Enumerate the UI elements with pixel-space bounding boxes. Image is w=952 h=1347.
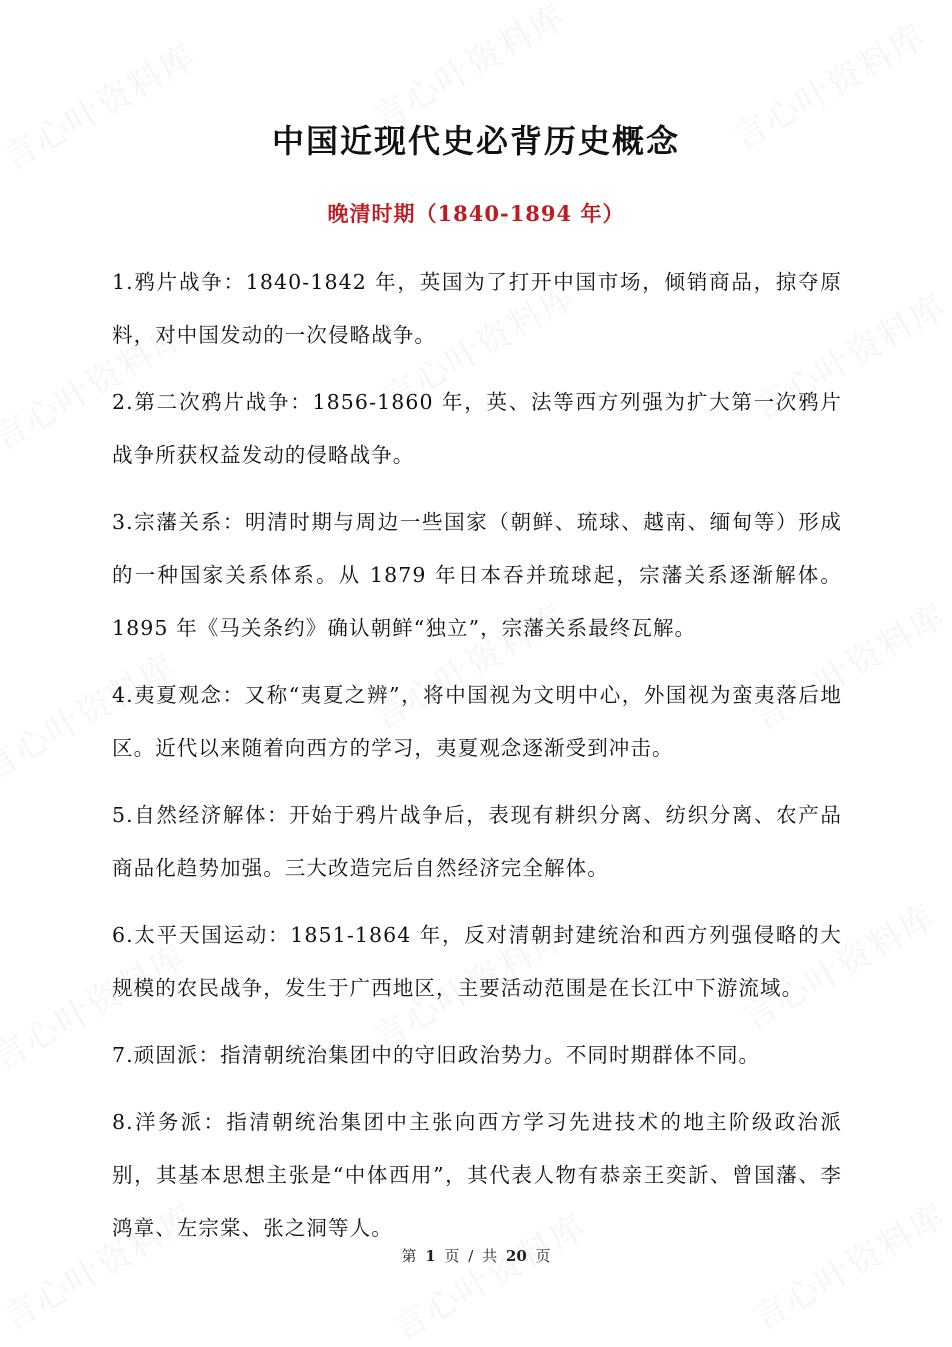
- section-title: 晚清时期（1840-1894 年）: [327, 201, 625, 226]
- current-page-number: 1: [425, 1247, 436, 1265]
- concept-entry: 2.第二次鸦片战争：1856-1860 年，英、法等西方列强为扩大第一次鸦片战争所获权益发动的侵略战争。: [112, 390, 842, 467]
- footer-total-unit: 页: [535, 1247, 551, 1265]
- document-title: 中国近现代史必背历史概念: [271, 122, 680, 160]
- concept-entry: 5.自然经济解体：开始于鸦片战争后，表现有耕织分离、纺织分离、农产品商品化趋势加强。三大改造完后自然经济完全解体。: [112, 803, 842, 880]
- concept-entry: 7.顽固派：指清朝统治集团中的守旧政治势力。不同时期群体不同。: [112, 1043, 761, 1067]
- concept-entry: 4.夷夏观念：又称“夷夏之辨”，将中国视为文明中心，外国视为蛮夷落后地区。近代以来随着向西方的学习，夷夏观念逐渐受到冲击。: [112, 683, 842, 760]
- total-pages-number: 20: [505, 1247, 527, 1265]
- concept-entry: 8.洋务派：指清朝统治集团中主张向西方学习先进技术的地主阶级政治派别，其基本思想主张是“中体西用”，其代表人物有恭亲王奕訢、曾国藩、李鸿章、左宗棠、张之洞等人。: [112, 1110, 842, 1240]
- footer-separator: /: [468, 1247, 474, 1265]
- page-footer: [0, 1245, 952, 1266]
- concept-entry: 6.太平天国运动：1851-1864 年，反对清朝封建统治和西方列强侵略的大规模的农民战争，发生于广西地区，主要活动范围是在长江中下游流域。: [112, 923, 842, 1000]
- footer-prefix: 第: [401, 1247, 417, 1265]
- concept-entry: 1.鸦片战争：1840-1842 年，英国为了打开中国市场，倾销商品，掠夺原料，对中国发动的一次侵略战争。: [112, 270, 842, 347]
- concept-list: [112, 256, 842, 1269]
- concept-entry: 3.宗藩关系：明清时期与周边一些国家（朝鲜、琉球、越南、缅甸等）形成的一种国家关系体系。从 1879 年日本吞并琉球起，宗藩关系逐渐解体。1895 年《马关条约》确认朝鲜“独立”，宗藩关系最终瓦解。: [112, 510, 842, 640]
- footer-total-prefix: 共: [482, 1247, 498, 1265]
- footer-page-unit: 页: [444, 1247, 460, 1265]
